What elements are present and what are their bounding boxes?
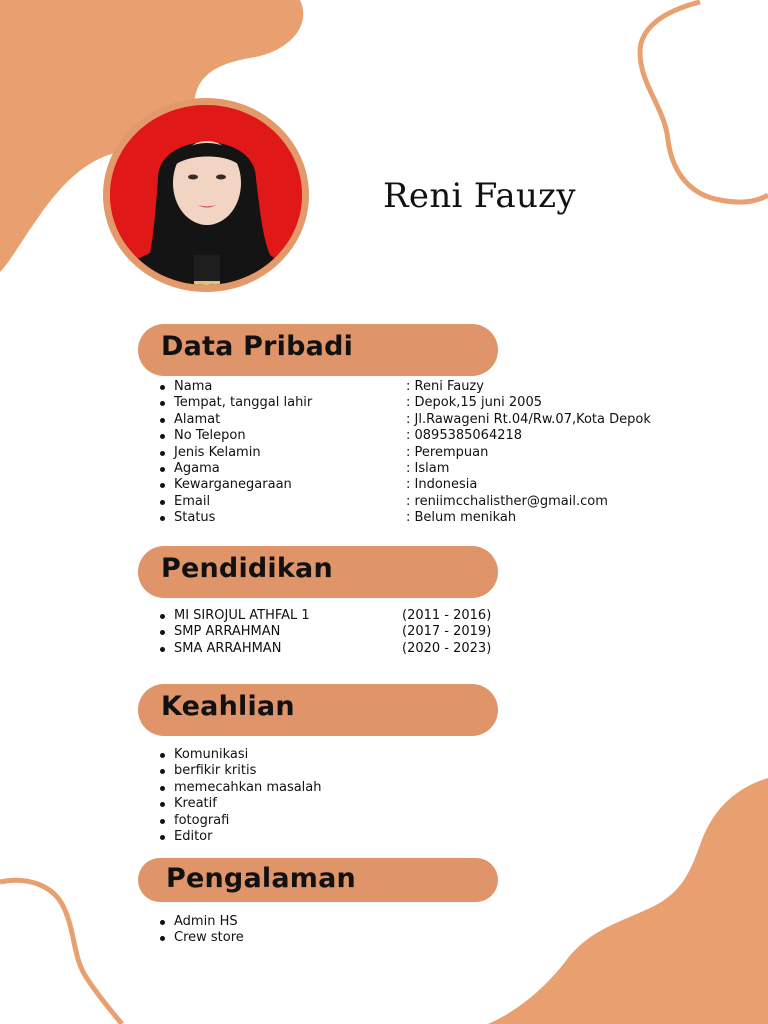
item-label: No Telepon (174, 428, 246, 444)
item-label: Kewarganegaraan (174, 477, 292, 493)
list-item (158, 624, 492, 640)
section-header-skills (138, 684, 498, 736)
list-item (158, 428, 523, 444)
item-value: : 0895385064218 (406, 428, 523, 444)
item-value: : Belum menikah (406, 510, 517, 526)
section-header-education (138, 546, 498, 598)
section-header-experience (138, 858, 498, 902)
section-title-experience: Pengalaman (166, 863, 356, 894)
list-item (158, 395, 542, 411)
bottom-right-blob (488, 778, 768, 1024)
list-item (158, 444, 489, 461)
section-header-personal (138, 324, 498, 376)
experience-list (158, 914, 244, 947)
list-item: fotografi (158, 813, 322, 829)
item-label: Nama (174, 379, 213, 394)
school-name: SMA ARRAHMAN (174, 640, 282, 656)
section-title-education: Pendidikan (161, 553, 333, 584)
item-label: Email (174, 493, 211, 509)
list-item (158, 608, 492, 624)
item-label: Status (174, 510, 216, 526)
bottom-left-curve (0, 880, 122, 1024)
item-value: : Indonesia (406, 477, 478, 493)
item-label: Tempat, tanggal lahir (174, 395, 313, 411)
item-label: Agama (174, 460, 220, 476)
item-label: Alamat (174, 411, 221, 427)
list-item: berfikir kritis (158, 763, 322, 779)
profile-portrait-illustration (110, 105, 302, 285)
item-value: : Islam (406, 460, 450, 476)
school-years: (2020 - 2023) (402, 640, 492, 656)
school-name: MI SIROJUL ATHFAL 1 (174, 608, 310, 623)
section-title-skills: Keahlian (161, 691, 295, 722)
list-item (158, 493, 608, 510)
list-item (158, 640, 492, 657)
top-right-curve (640, 2, 768, 202)
education-list (158, 608, 492, 657)
item-value: : Perempuan (406, 444, 489, 460)
item-value: : Reni Fauzy (406, 379, 484, 394)
item-value: : reniimcchalisther@gmail.com (406, 493, 608, 509)
list-item: Crew store (158, 930, 244, 946)
item-value: : Jl.Rawageni Rt.04/Rw.07,Kota Depok (406, 411, 651, 427)
personal-info-list (158, 379, 651, 527)
list-item: Admin HS (158, 914, 244, 930)
list-item (158, 411, 651, 428)
list-item: Komunikasi (158, 747, 322, 763)
list-item (158, 477, 478, 493)
profile-photo-frame (103, 98, 309, 292)
person-name: Reni Fauzy (383, 176, 576, 216)
list-item (158, 460, 450, 477)
school-name: SMP ARRAHMAN (174, 624, 281, 640)
item-value: : Depok,15 juni 2005 (406, 395, 542, 411)
item-label: Jenis Kelamin (174, 444, 261, 460)
list-item (158, 379, 484, 395)
profile-photo (110, 105, 302, 285)
list-item: Editor (158, 829, 322, 845)
list-item: Kreatif (158, 796, 322, 812)
list-item (158, 510, 517, 526)
section-title-personal: Data Pribadi (161, 331, 354, 362)
list-item: memecahkan masalah (158, 780, 322, 796)
skills-list (158, 747, 322, 845)
school-years: (2011 - 2016) (402, 608, 492, 623)
school-years: (2017 - 2019) (402, 624, 492, 640)
